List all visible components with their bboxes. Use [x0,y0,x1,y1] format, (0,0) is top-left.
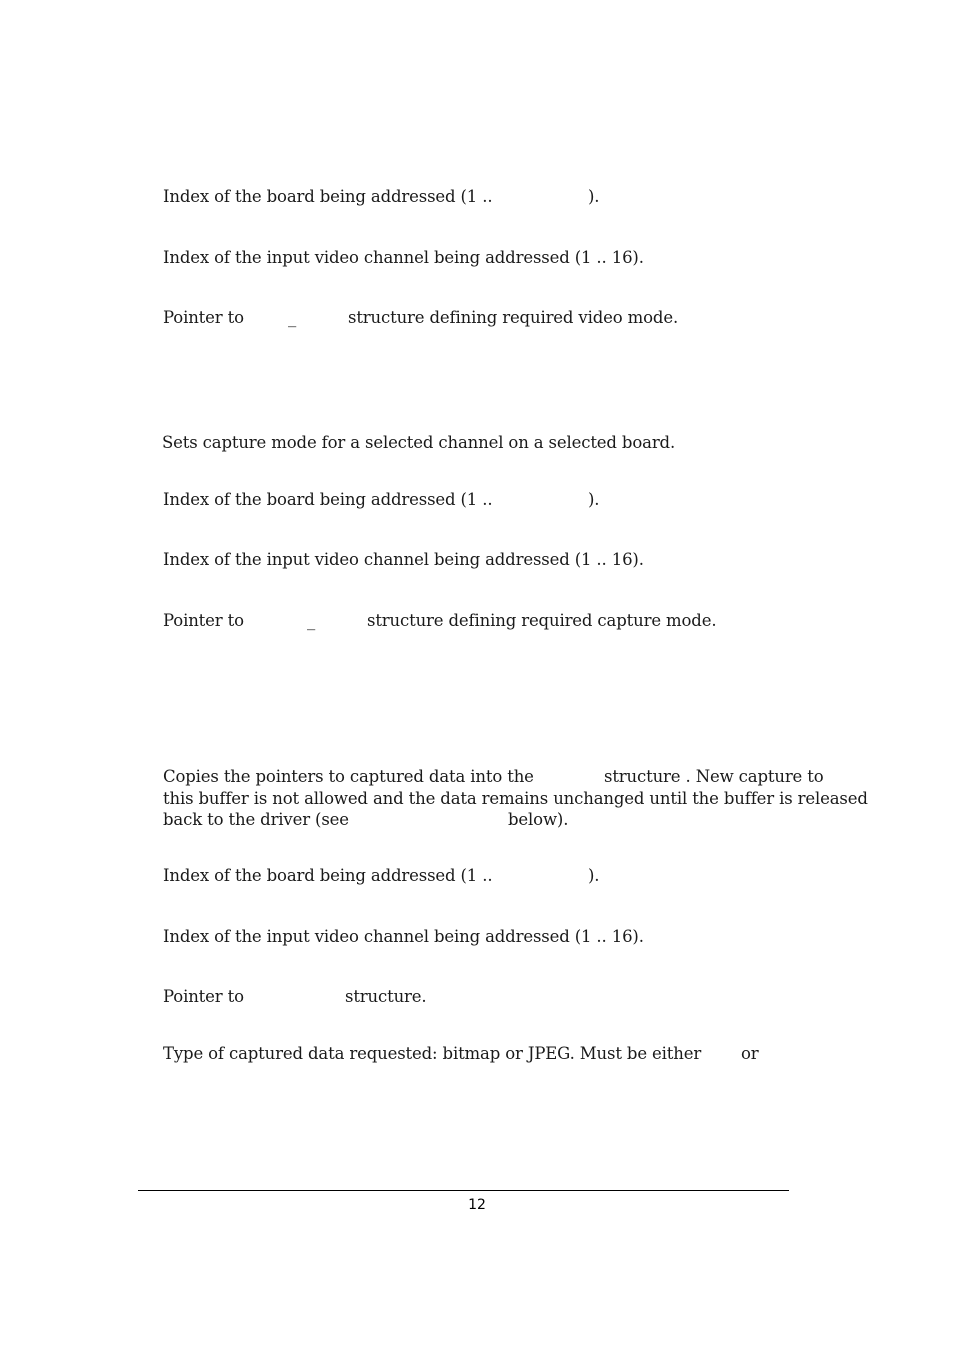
param-text: Type of captured data requested: bitmap or JPEG. Must be either [163,1044,702,1063]
param-channel-index: Index of the input video channel being addressed (1 .. 16). [163,550,644,569]
param-text: ). [588,490,600,509]
description-line [163,788,868,810]
param-text: Index of the board being addressed (1 .. [163,187,493,206]
param-text: ). [588,187,600,206]
param-text: Pointer to [163,987,244,1006]
description-text: this buffer is not allowed and the data remains unchanged until the buffer is released [163,788,868,808]
param-channel-index: Index of the input video channel being addressed (1 .. 16). [163,248,644,267]
function-description [163,766,868,831]
param-text: structure. [345,987,427,1006]
function-description: Sets capture mode for a selected channel on a selected board. [162,433,676,452]
param-text: Pointer to [163,611,244,630]
param-text: or [741,1044,759,1063]
param-text: Index of the board being addressed (1 .. [163,490,493,509]
description-line [163,809,823,831]
param-text: _ [307,611,316,630]
page-number: 12 [468,1197,486,1213]
param-text: structure defining required capture mode. [367,611,717,630]
param-text: structure defining required video mode. [348,308,679,327]
param-text: Pointer to [163,308,244,327]
param-text: _ [288,308,297,327]
description-text: Copies the pointers to captured data into the [163,767,534,786]
param-channel-index: Index of the input video channel being addressed (1 .. 16). [163,927,644,946]
description-text: back to the driver (see [163,810,349,829]
description-text: structure . New capture to [604,767,824,786]
description-text: below). [508,810,569,829]
param-text: ). [588,866,600,885]
param-text: Index of the board being addressed (1 .. [163,866,493,885]
description-line [163,766,823,788]
footer-divider [138,1190,789,1191]
